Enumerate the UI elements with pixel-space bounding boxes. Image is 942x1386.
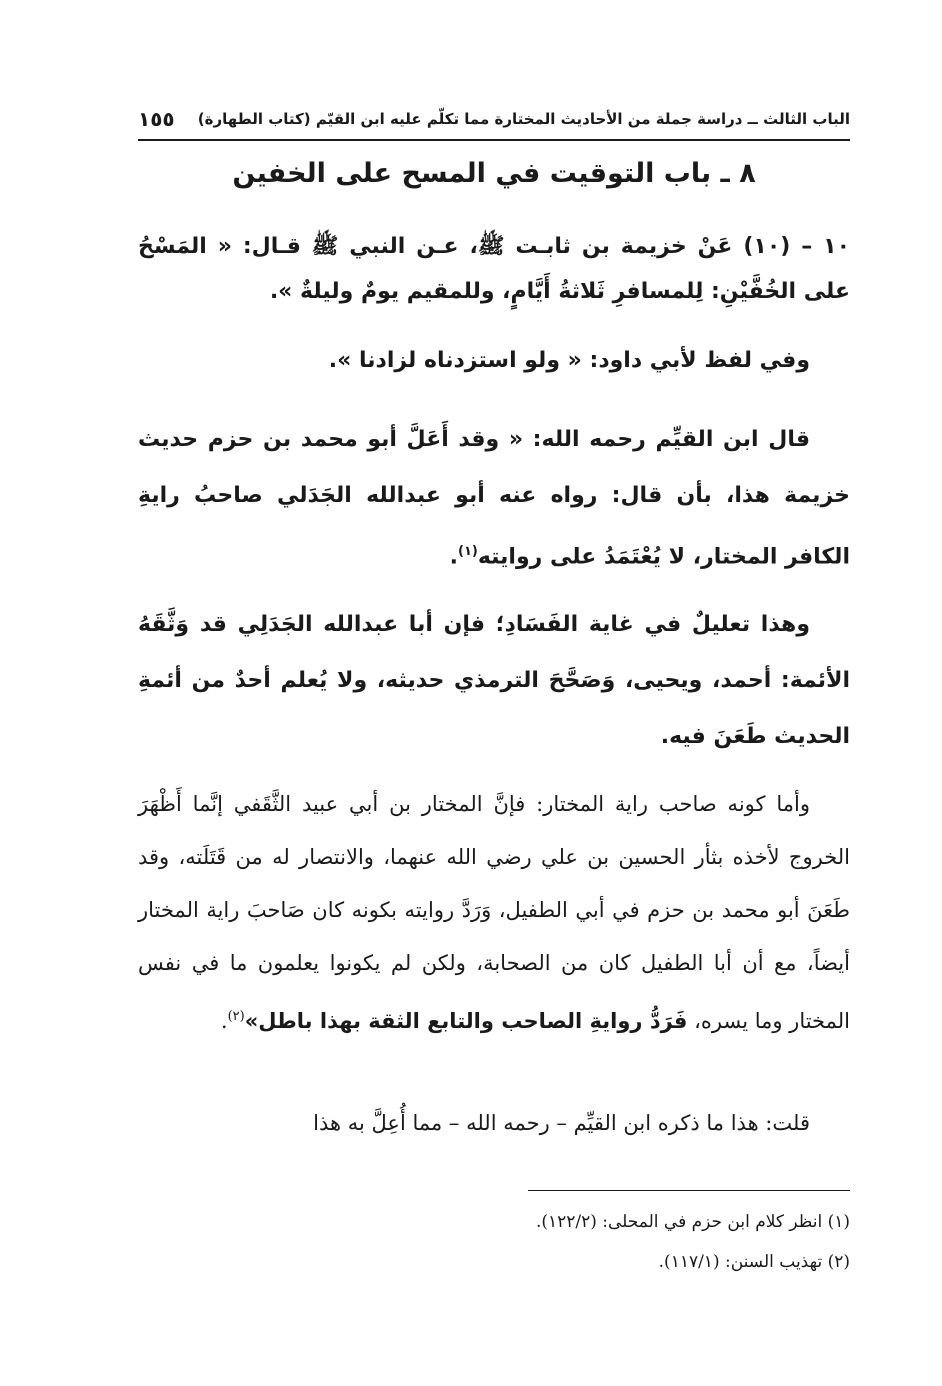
paragraph-amma-text: وأما كونه صاحب راية المختار: فإنَّ المختار بن أبي عبيد الثَّقَفي إنَّما أَظْهَرَ الخروج لأخذه بثأر الحسين بن علي رضي الله عنهما، والانتصار له من قَتَلَته، وقد طَعَنَ أبو محمد بن حزم في أبي الطفيل، وَرَدَّ روايته بكونه كان صَاحبَ راية المختار أيضاً، مع أن أبا الطفيل كان من الصحابة، ولكن لم يكونوا يعلمون ما في نفس المختار وما يسره، — [138, 792, 850, 1033]
footnote-ref-2: (٢) — [227, 1009, 245, 1024]
paragraph-qult: قلت: هذا ما ذكره ابن القيِّم – رحمه الله – مما أُعِلَّ به هذا — [313, 1111, 810, 1135]
paragraph-hadha: وهذا تعليلٌ في غاية الفَسَادِ؛ فإن أبا عبدالله الجَدَلِي قد وَثَّقَهُ الأئمة: أحمد، ويحيى، وَصَحَّحَ الترمذي حديثه، ولا يُعلم أحدٌ من أئمةِ الحديث طَعَنَ فيه. — [138, 612, 850, 749]
running-header — [138, 104, 850, 134]
abudawud-variant: وفي لفظ لأبي داود: « ولو استزدناه لزادنا ». — [328, 348, 810, 373]
paragraph-ibn-qayyim-text: قال ابن القيِّم رحمه الله: « وقد أَعَلَّ أبو محمد بن حزم حديث خزيمة هذا، بأن قال: رواه عنه أبو عبدالله الجَدَلي صاحبُ رايةِ الكافر المختار، لا يُعْتَمَدُ على روايته — [138, 427, 850, 570]
running-title: الباب الثالث ــ دراسة جملة من الأحاديث المختارة مما تكلّم عليه ابن القيّم (كتاب الطهارة) — [197, 110, 850, 128]
paragraph-end: . — [220, 1009, 228, 1033]
footnote-1: (١) انظر كلام ابن حزم في المحلى: (١٢٢/٢). — [535, 1212, 850, 1232]
footnote-rule — [528, 1190, 850, 1191]
page-number: ١٥٥ — [138, 107, 175, 131]
paragraph-end: . — [449, 544, 458, 570]
footnotes — [138, 1202, 850, 1282]
paragraph-amma — [138, 778, 850, 1048]
footnote-2: (٢) تهذيب السنن: (١١٧/١). — [658, 1252, 850, 1272]
chapter-title: ٨ ـ باب التوقيت في المسح على الخفين — [232, 158, 756, 189]
footnote-ref-1: (١) — [458, 544, 478, 559]
paragraph-amma-bold: فَرَدُّ روايةِ الصاحب والتابع الثقة بهذا باطل» — [244, 1009, 688, 1033]
book-page — [138, 92, 850, 1332]
paragraph-ibn-qayyim — [138, 412, 850, 585]
hadith-text: ١٠ – (١٠) عَنْ خزيمة بن ثابـت ﷺ، عـن النبي ﷺ قـال: « المَسْحُ على الخُفَّيْنِ: لِلمسافرِ ثَلاثةُ أَيَّامٍ، وللمقيم يومٌ وليلةٌ ». — [138, 234, 850, 304]
header-rule — [138, 139, 850, 141]
